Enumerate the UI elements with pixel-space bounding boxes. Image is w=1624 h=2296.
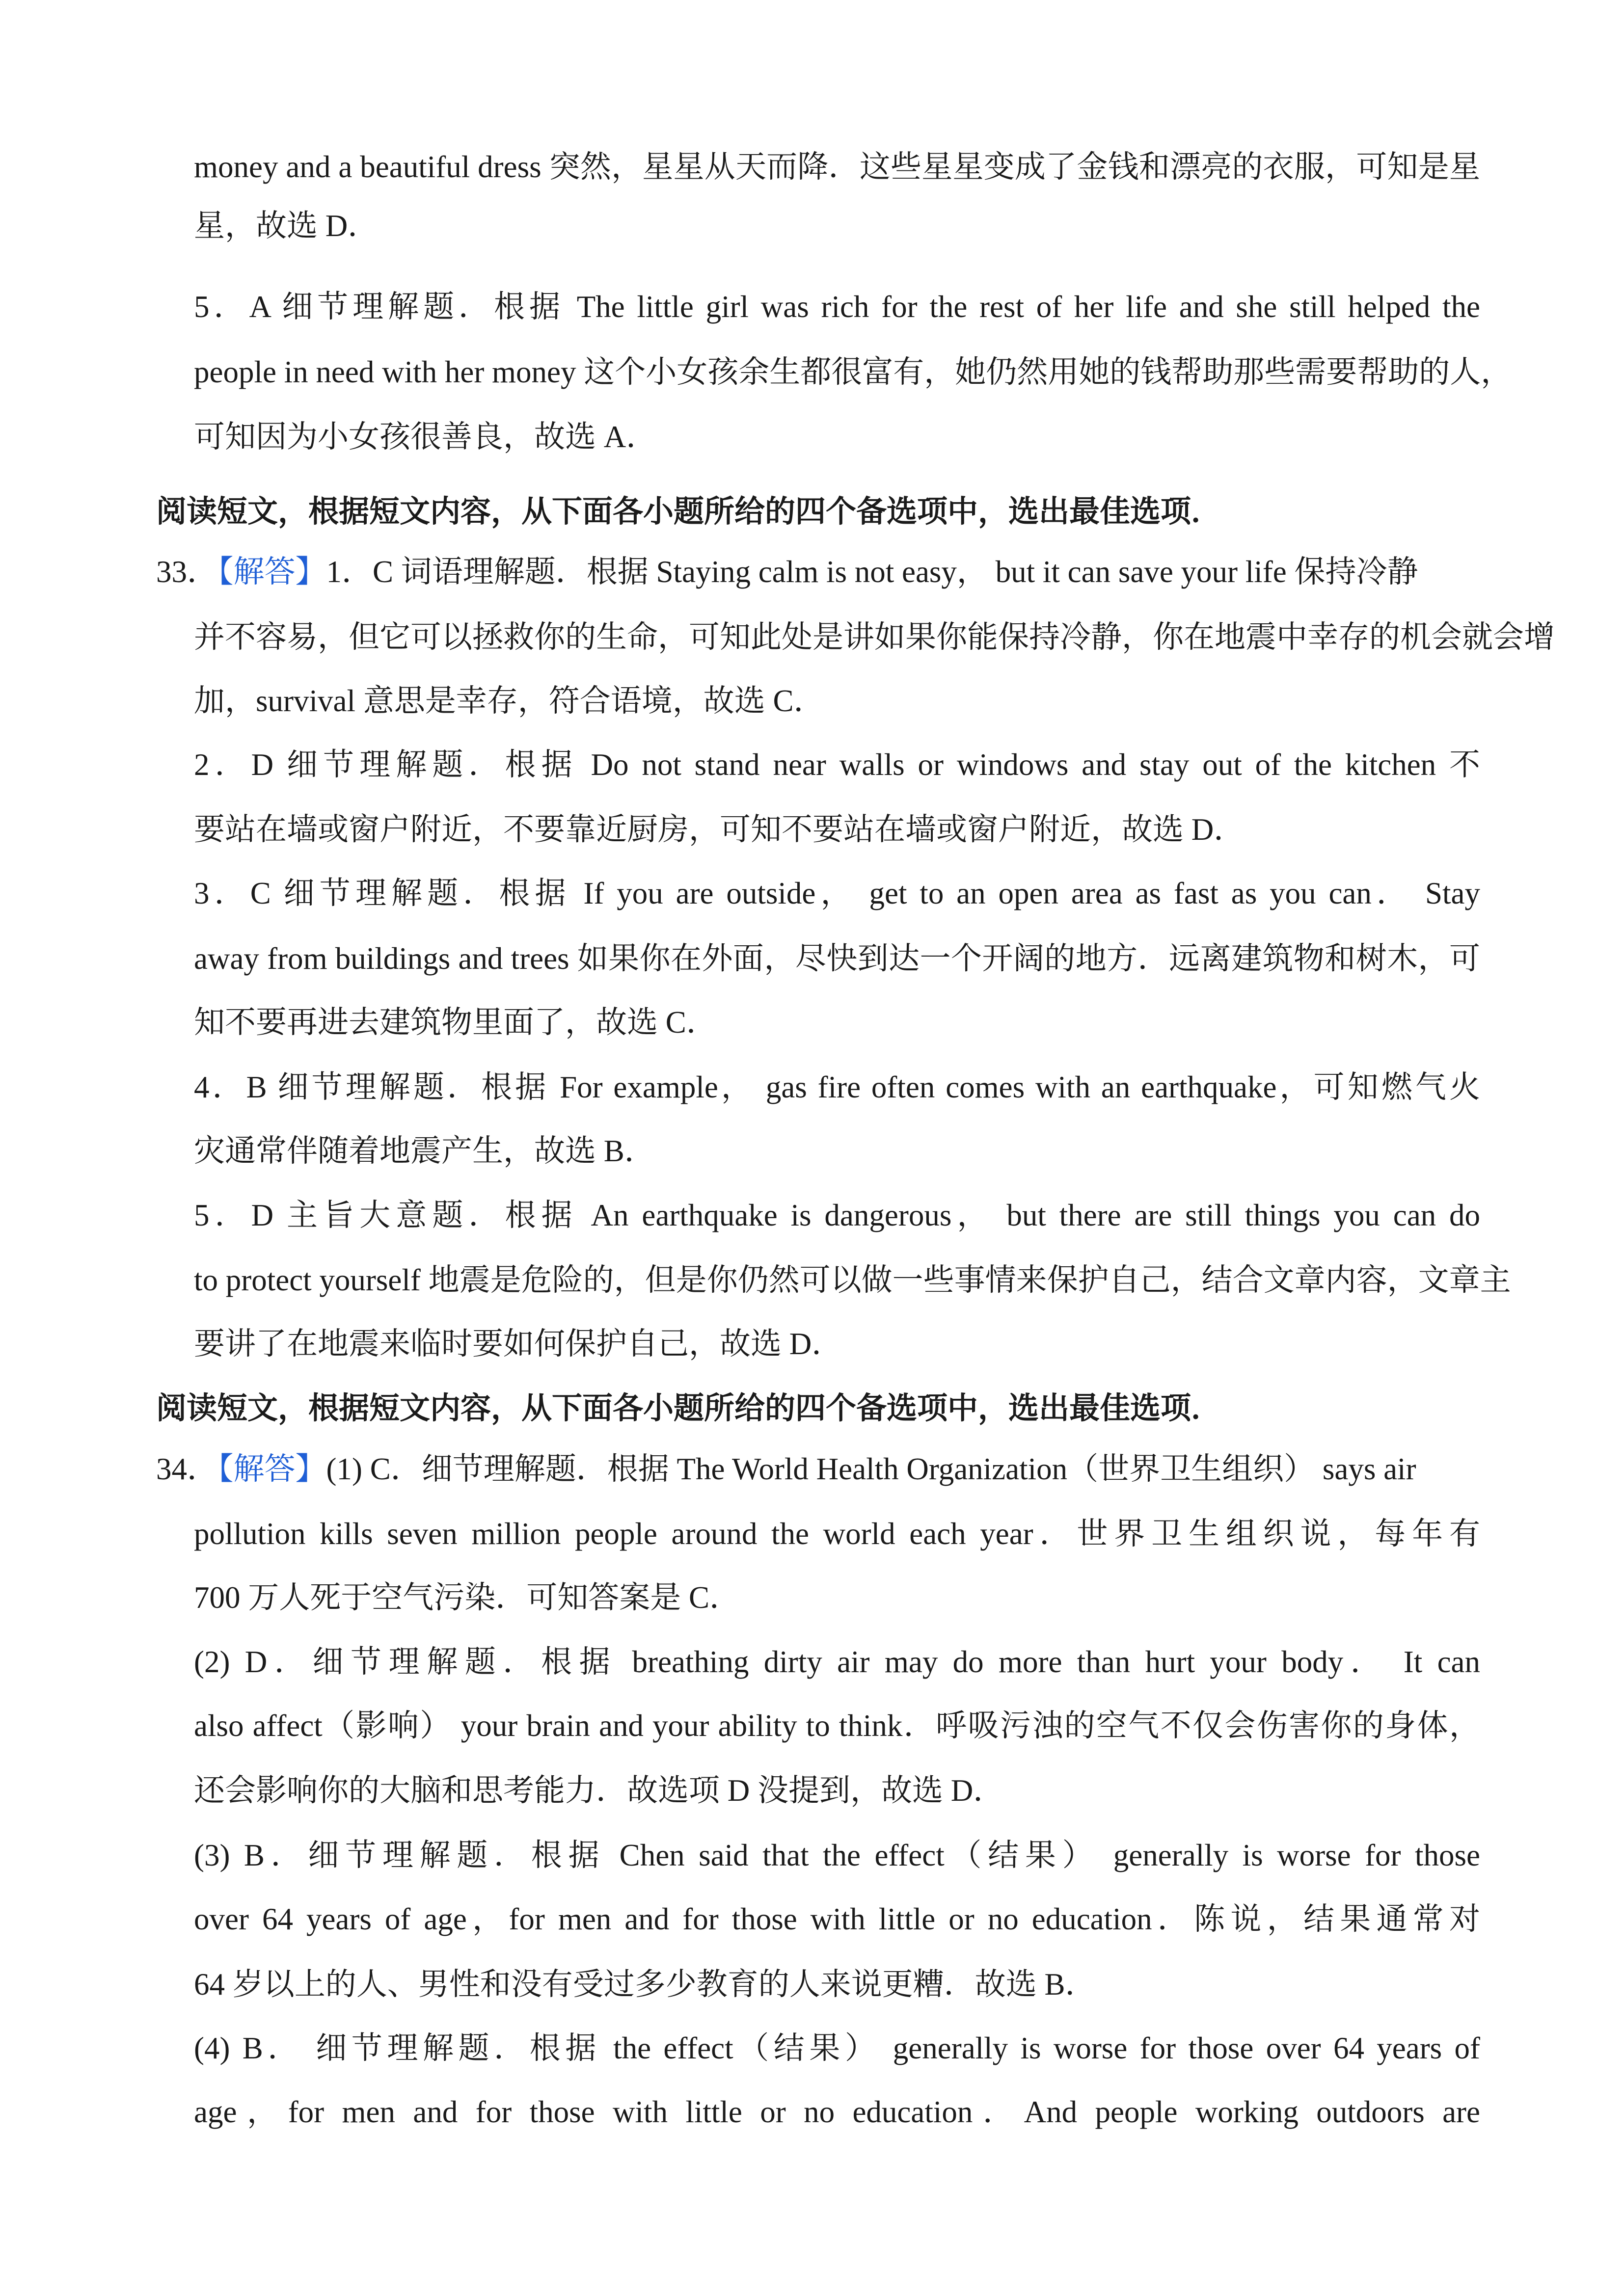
text-line: 并不容易，但它可以拯救你的生命，可知此处是讲如果你能保持冷静，你在地震中幸存的机会就会增 xyxy=(194,620,1555,654)
question-34-first-line xyxy=(156,1449,1480,1489)
text-line: 灾通常伴随着地震产生，故选 B． xyxy=(194,1134,655,1168)
answer-tag: 【解答】 xyxy=(218,1452,326,1486)
text-line: 700 万人死于空气污染．可知答案是 C． xyxy=(194,1580,741,1615)
answer-text: (1) C．细节理解题．根据 The World Health Organization（世界卫生组织） says air xyxy=(326,1452,1416,1486)
section-heading: 阅读短文，根据短文内容，从下面各小题所给的四个备选项中，选出最佳选项． xyxy=(156,1392,1222,1425)
section-heading: 阅读短文，根据短文内容，从下面各小题所给的四个备选项中，选出最佳选项． xyxy=(156,495,1222,529)
text-line: 2．D 细节理解题．根据 Do not stand near walls or windows and stay out of the kitchen 不 xyxy=(194,748,1480,782)
text-line: 还会影响你的大脑和思考能力．故选项 D 没提到，故选 D． xyxy=(194,1773,1004,1808)
text-line: 要讲了在地震来临时要如何保护自己，故选 D． xyxy=(194,1327,843,1361)
text-line: age，for men and for those with little or no education．And people working outdoors are xyxy=(194,2095,1480,2129)
answer-text: 1．C 词语理解题．根据 Staying calm is not easy， but it can save your life 保持冷静 xyxy=(326,555,1418,589)
text-line: (4) B． 细节理解题．根据 the effect（结果） generally is worse for those over 64 years of xyxy=(194,2031,1480,2065)
text-line: (2) D．细节理解题．根据 breathing dirty air may do more than hurt your body． It can xyxy=(194,1645,1480,1679)
text-line: 要站在墙或窗户附近，不要靠近厨房，可知不要站在墙或窗户附近，故选 D． xyxy=(194,812,1245,847)
text-line: over 64 years of age，for men and for those with little or no education．陈说，结果通常对 xyxy=(194,1902,1480,1936)
answer-tag: 【解答】 xyxy=(218,555,326,589)
text-line: money and a beautiful dress 突然，星星从天而降．这些星星变成了金钱和漂亮的衣服，可知是星 xyxy=(194,150,1480,184)
text-line: 5．A 细节理解题．根据 The little girl was rich for the rest of her life and she still helped the xyxy=(194,290,1480,324)
text-line: 4．B 细节理解题．根据 For example， gas fire often comes with an earthquake，可知燃气火 xyxy=(194,1070,1480,1104)
text-line: 64 岁以上的人、男性和没有受过多少教育的人来说更糟．故选 B． xyxy=(194,1967,1096,2002)
text-line: 加，survival 意思是幸存，符合语境，故选 C． xyxy=(194,684,825,718)
text-line: 5．D 主旨大意题．根据 An earthquake is dangerous， but there are still things you can do xyxy=(194,1198,1480,1232)
text-line: pollution kills seven million people around the world each year．世界卫生组织说，每年有 xyxy=(194,1517,1480,1551)
text-line: 知不要再进去建筑物里面了，故选 C． xyxy=(194,1005,717,1040)
question-33-first-line xyxy=(156,552,1480,591)
text-line: (3) B．细节理解题．根据 Chen said that the effect（结果） generally is worse for those xyxy=(194,1838,1480,1872)
text-line: away from buildings and trees 如果你在外面，尽快到达一个开阔的地方．远离建筑物和树木，可 xyxy=(194,941,1480,976)
text-line: 3．C 细节理解题．根据 If you are outside， get to an open area as fast as you can． Stay xyxy=(194,876,1480,910)
question-number: 33． xyxy=(156,555,218,589)
text-line: also affect（影响） your brain and your ability to think．呼吸污浊的空气不仅会伤害你的身体， xyxy=(194,1709,1480,1743)
text-line: people in need with her money 这个小女孩余生都很富有，她仍然用她的钱帮助那些需要帮助的人， xyxy=(194,355,1512,389)
text-line: 可知因为小女孩很善良，故选 A． xyxy=(194,420,657,454)
text-line: to protect yourself 地震是危险的，但是你仍然可以做一些事情来保护自己，结合文章内容，文章主 xyxy=(194,1263,1511,1297)
question-number: 34． xyxy=(156,1452,218,1486)
text-line: 星，故选 D． xyxy=(194,209,379,243)
